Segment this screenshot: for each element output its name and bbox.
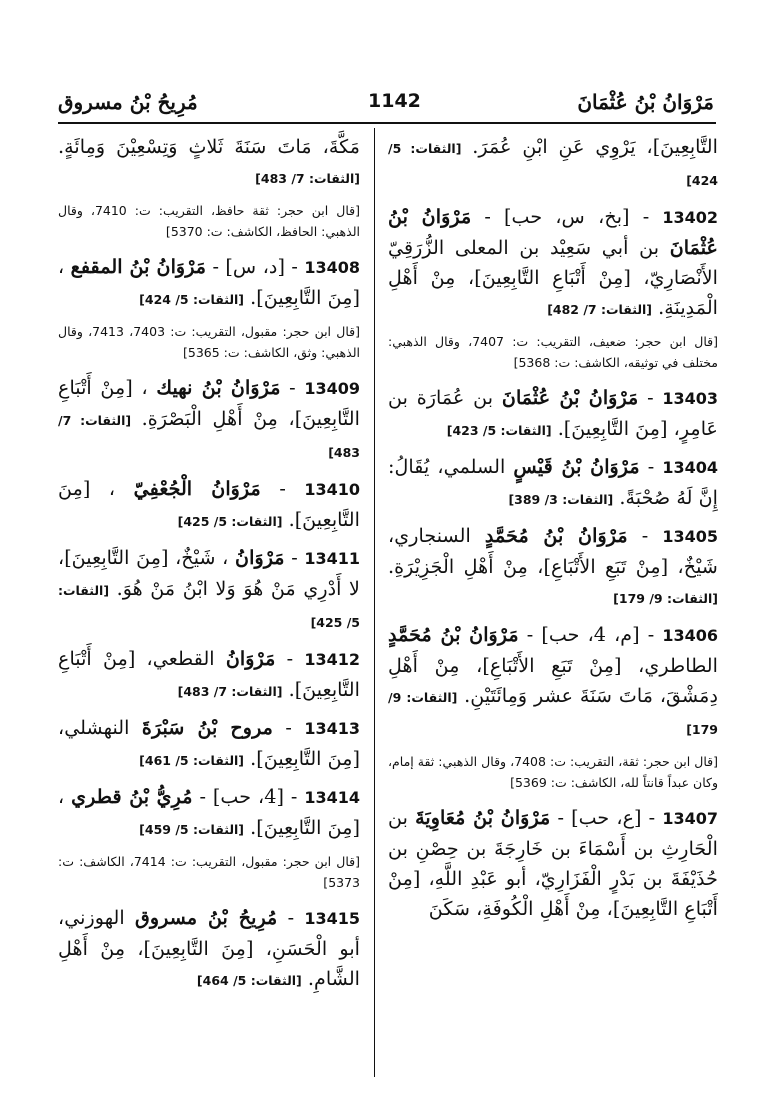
narrator-name: مُرِيحُ بْنُ مسروق <box>134 906 278 929</box>
entry-number: 13411 <box>304 549 361 568</box>
entry-continuation <box>58 132 360 194</box>
entry-number: 13413 <box>304 719 360 738</box>
entry-number: 13406 <box>662 626 718 645</box>
entry-text: بن أبي سَعِيْد بن المعلى الزُّرَقِيّ الأَنْصَارِيّ، [مِنْ أَتْبَاعِ التَّابِعِينَ]، مِنْ أَهْلِ الْمَدِينَةِ. <box>388 236 718 319</box>
narrator-name: مَرْوَانُ بْنُ مُحَمَّدٍ <box>484 524 628 547</box>
entry-text: ، [مِنَ التَّابِعِينَ]. <box>58 785 360 839</box>
header-rule <box>58 122 716 124</box>
entry-continuation <box>388 132 718 196</box>
source-reference: [الثقات: 7/ 483] <box>58 413 360 460</box>
narrator-name: مَرْوَانُ بْنُ مُعَاوِيَةَ <box>415 806 551 829</box>
column-divider <box>374 128 375 1077</box>
entry-number: 13412 <box>304 650 360 669</box>
entry-text: ، شَيْخٌ، [مِنَ التَّابِعِينَ]، لا أَدْرِي مَنْ هُوَ وَلا ابْنُ مَنْ هُوَ. <box>58 546 360 600</box>
source-reference: [الثقات: 5/ 424] <box>139 292 245 307</box>
entry-text: السلمي، يُقَالُ: إِنَّ لَهُ صُحْبَةً. <box>388 455 718 509</box>
narrator-entry: 13404 - مَرْوَانُ بْنُ قَيْسٍ السلمي، يُقَالُ: إِنَّ لَهُ صُحْبَةً. [الثقات: 3/ 389] <box>388 455 718 509</box>
source-reference: [الثقات: 5/ 425] <box>177 514 283 529</box>
source-reference: [الثقات: 9/ 179] <box>613 591 718 606</box>
narrator-entry: 13410 - مَرْوَانُ الْجُعْفِيّ ، [مِنَ التَّابِعِينَ]. [الثقات: 5/ 425] <box>58 477 360 531</box>
entry-sigla: [م، 4، حب] <box>541 623 640 646</box>
source-reference: [الثقات: 5/ 424] <box>388 141 718 188</box>
editor-note: [قال ابن حجر: مقبول، التقريب: ت: 7403، 7413، وقال الذهبي: وثق، الكاشف: ت: 5365] <box>58 324 360 360</box>
entry-text: الطاطري، [مِنْ تَبَعِ الأَتْبَاعِ]، مِنْ أَهْلِ دِمَشْقَ، مَاتَ سَنَةَ عشر وَمِائَتَيْنِ. <box>388 654 718 707</box>
editor-note: [قال ابن حجر: ثقة، التقريب: ت: 7408، وقال الذهبي: ثقة إمام، وكان عبداً قانتاً لله، الكاشف: ت: 5369] <box>388 754 718 790</box>
narrator-name: مروح بْنُ سَبْرَةَ <box>141 716 273 739</box>
page-header <box>58 88 714 122</box>
narrator-name: مَرْوَانُ بْنُ مُحَمَّدٍ <box>388 623 519 646</box>
entry-number: 13414 <box>304 788 361 807</box>
source-reference: [الثقات: 7/ 482] <box>547 302 653 317</box>
entry-sigla: [بخ، س، حب] <box>504 205 630 228</box>
editor-note: [قال ابن حجر: ضعيف، التقريب: ت: 7407، وقال الذهبي: مختلف في توثيقه، الكاشف: ت: 5368] <box>388 334 718 370</box>
narrator-entry: 13402 - [بخ، س، حب] - مَرْوَانُ بْنُ عُثْمَانَ بن أبي سَعِيْد بن المعلى الزُّرَقِيّ الأَنْصَارِيّ، [مِنْ أَتْبَاعِ التَّابِعِينَ]، مِنْ أَهْلِ الْمَدِينَةِ. [الثقات: 7/ 482] <box>388 205 719 319</box>
entry-text: مَكَّةَ، مَاتَ سَنَةَ ثَلاثٍ وَتِسْعِيْنَ وَمِائَةٍ. <box>58 135 360 158</box>
source-reference: [الثقات: 5/ 464] <box>196 973 302 988</box>
editor-note: [قال ابن حجر: ثقة حافظ، التقريب: ت: 7410، وقال الذهبي: الحافظ، الكاشف: ت: 5370] <box>58 203 360 239</box>
entry-text: التَّابِعِينَ]، يَرْوِي عَنِ ابْنِ عُمَرَ. <box>472 135 718 158</box>
entry-number: 13409 <box>304 379 360 398</box>
left-column <box>58 132 360 1002</box>
narrator-entry: 13411 - مَرْوَانُ ، شَيْخٌ، [مِنَ التَّابِعِينَ]، لا أَدْرِي مَنْ هُوَ وَلا ابْنُ مَنْ هُوَ. [الثقات: 5/ 425] <box>58 546 361 630</box>
source-reference: [الثقات: 5/ 423] <box>446 423 552 438</box>
narrator-name: مَرْوَانُ الْجُعْفِيّ <box>133 477 261 500</box>
entry-text: النهشلي، [مِنَ التَّابِعِينَ]. <box>58 716 360 770</box>
narrator-entry: 13414 - [4، حب] - مُرِيُّ بْنُ قطري ، [مِنَ التَّابِعِينَ]. [الثقات: 5/ 459] <box>58 785 361 839</box>
narrator-entry: 13412 - مَرْوَانُ القطعي، [مِنْ أَتْبَاعِ التَّابِعِينَ]. [الثقات: 7/ 483] <box>58 647 360 701</box>
entry-number: 13404 <box>662 458 718 477</box>
entry-number: 13405 <box>662 527 718 546</box>
narrator-entry: 13406 - [م، 4، حب] - مَرْوَانُ بْنُ مُحَمَّدٍ الطاطري، [مِنْ تَبَعِ الأَتْبَاعِ]، مِنْ أَهْلِ دِمَشْقَ، مَاتَ سَنَةَ عشر وَمِائَتَيْنِ. [الثقات: 9/ 179] <box>388 623 718 737</box>
narrator-entry: 13415 - مُرِيحُ بْنُ مسروق الهوزني، أبو الْحَسَنِ، [مِنَ التَّابِعِينَ]، مِنْ أَهْلِ الشَّامِ. [الثقات: 5/ 464] <box>58 906 360 990</box>
entry-number: 13410 <box>304 480 360 499</box>
narrator-name: مَرْوَانُ <box>235 546 285 569</box>
narrator-name: مَرْوَانُ بْنُ المقفع <box>70 255 207 278</box>
narrator-name: مَرْوَانُ بْنُ قَيْسٍ <box>513 455 640 478</box>
right-column <box>388 132 718 930</box>
entry-sigla: [ع، حب] <box>571 806 642 829</box>
narrator-entry: 13408 - [د، س] - مَرْوَانُ بْنُ المقفع ، [مِنَ التَّابِعِينَ]. [الثقات: 5/ 424] <box>58 255 360 309</box>
editor-note: [قال ابن حجر: مقبول، التقريب: ت: 7414، الكاشف: ت: 5373] <box>58 854 360 890</box>
running-title-right: مَرْوَانُ بْنُ عُثْمَانَ <box>577 90 714 114</box>
narrator-name: مَرْوَانُ بْنُ عُثْمَانَ <box>501 386 639 409</box>
entry-number: 13408 <box>304 258 360 277</box>
entry-text: السنجاري، شَيْخٌ، [مِنْ تَبَعِ الأَتْبَاعِ]، مِنْ أَهْلِ الْجَزِيْرَةِ. <box>388 524 718 578</box>
entry-number: 13402 <box>662 208 719 227</box>
entry-text: ، [مِنَ التَّابِعِينَ]. <box>58 477 360 531</box>
page-number: 1142 <box>368 90 421 112</box>
entry-text: ، [مِنْ أَتْبَاعِ التَّابِعِينَ]، مِنْ أَهْلِ الْبَصْرَةِ. <box>58 376 360 430</box>
narrator-name: مَرْوَانُ بْنُ عُثْمَانَ <box>388 205 718 259</box>
entry-text: الهوزني، أبو الْحَسَنِ، [مِنَ التَّابِعِينَ]، مِنْ أَهْلِ الشَّامِ. <box>58 906 360 990</box>
entry-number: 13403 <box>662 389 718 408</box>
running-title-left: مُرِيحُ بْنُ مسروق <box>58 90 198 114</box>
narrator-entry: 13407 - [ع، حب] - مَرْوَانُ بْنُ مُعَاوِيَةَ بن الْحَارِثِ بن أَسْمَاءَ بن خَارِجَةَ بن حِصْنِ بن حُذَيْفَةَ بن بَدْرٍ الْفَزَارِيّ، أبو عَبْدِ اللَّهِ، [مِنْ أَتْبَاعِ التَّابِعِينَ]، مِنْ أَهْلِ الْكُوفَةِ، سَكَنَ <box>388 806 718 920</box>
narrator-name: مَرْوَانُ بْنُ نهيك <box>156 376 281 399</box>
entry-text: ، [مِنَ التَّابِعِينَ]. <box>58 255 360 309</box>
source-reference: [الثقات: 7/ 483] <box>255 171 360 186</box>
entry-text: بن عُمَارَة بن عَامِرٍ، [مِنَ التَّابِعِينَ]. <box>388 386 718 440</box>
entry-text: بن الْحَارِثِ بن أَسْمَاءَ بن خَارِجَةَ بن حِصْنِ بن حُذَيْفَةَ بن بَدْرٍ الْفَزَارِيّ، أبو عَبْدِ اللَّهِ، [مِنْ أَتْبَاعِ التَّابِعِينَ]، مِنْ أَهْلِ الْكُوفَةِ، سَكَنَ <box>388 806 718 920</box>
narrator-name: مَرْوَانُ <box>225 647 276 670</box>
entry-text: القطعي، [مِنْ أَتْبَاعِ التَّابِعِينَ]. <box>58 647 360 701</box>
entry-number: 13407 <box>662 809 718 828</box>
source-reference: [الثقات: 5/ 425] <box>58 583 360 630</box>
narrator-entry: 13405 - مَرْوَانُ بْنُ مُحَمَّدٍ السنجاري، شَيْخٌ، [مِنْ تَبَعِ الأَتْبَاعِ]، مِنْ أَهْلِ الْجَزِيْرَةِ. [الثقات: 9/ 179] <box>388 524 718 606</box>
source-reference: [الثقات: 9/ 179] <box>388 690 718 737</box>
entry-sigla: [4، حب] <box>212 785 284 808</box>
narrator-entry: 13409 - مَرْوَانُ بْنُ نهيك ، [مِنْ أَتْبَاعِ التَّابِعِينَ]، مِنْ أَهْلِ الْبَصْرَةِ. [الثقات: 7/ 483] <box>58 376 360 460</box>
narrator-entry: 13403 - مَرْوَانُ بْنُ عُثْمَانَ بن عُمَارَة بن عَامِرٍ، [مِنَ التَّابِعِينَ]. [الثقات: 5/ 423] <box>388 386 718 440</box>
narrator-name: مُرِيُّ بْنُ قطري <box>71 785 193 808</box>
source-reference: [الثقات: 5/ 461] <box>139 753 245 768</box>
entry-number: 13415 <box>304 909 360 928</box>
source-reference: [الثقات: 7/ 483] <box>177 684 283 699</box>
entry-sigla: [د، س] <box>225 255 285 278</box>
source-reference: [الثقات: 3/ 389] <box>508 492 614 507</box>
narrator-entry: 13413 - مروح بْنُ سَبْرَةَ النهشلي، [مِنَ التَّابِعِينَ]. [الثقات: 5/ 461] <box>58 716 360 770</box>
source-reference: [الثقات: 5/ 459] <box>139 822 245 837</box>
